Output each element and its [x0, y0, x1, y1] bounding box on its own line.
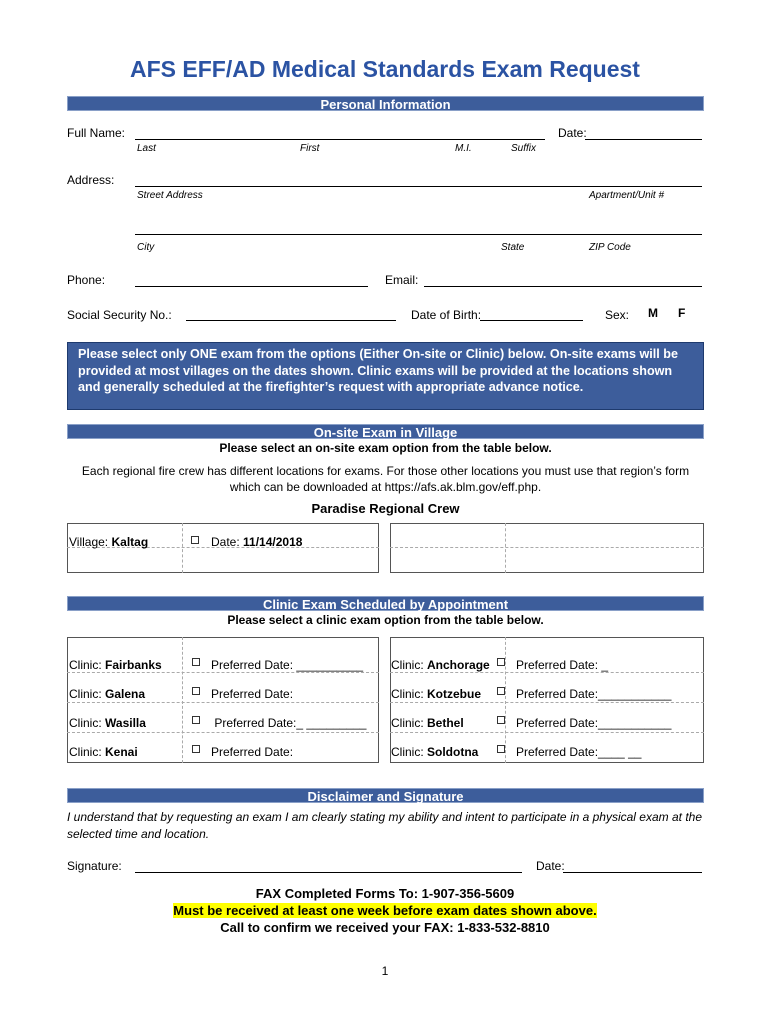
village-kaltag — [69, 535, 148, 549]
personal-info-header: Personal Information — [67, 96, 704, 111]
phone-label: Phone: — [67, 273, 106, 287]
village-date-value: 11/14/2018 — [243, 535, 303, 549]
clinic-soldotna — [391, 745, 478, 759]
apartment-caption: Apartment/Unit # — [589, 190, 665, 201]
row-divider — [390, 547, 704, 548]
preferred-date-field[interactable]: Preferred Date: — [211, 745, 294, 759]
onsite-table-right — [390, 523, 704, 573]
clinic-label: Clinic: — [391, 716, 424, 730]
clinic-name: Kenai — [105, 745, 138, 759]
clinic-exam-header: Clinic Exam Scheduled by Appointment — [67, 596, 704, 611]
name-part-suffix: Suffix — [511, 143, 537, 154]
row-divider — [390, 672, 704, 673]
clinic-name: Soldotna — [427, 745, 479, 759]
preferred-date-field[interactable]: Preferred Date:___________ — [516, 687, 672, 701]
crew-title: Paradise Regional Crew — [311, 501, 460, 516]
village-date-label: Date: — [211, 535, 240, 549]
name-part-first: First — [300, 143, 320, 154]
sex-label: Sex: — [605, 308, 630, 322]
clinic-wasilla-checkbox[interactable] — [192, 716, 200, 724]
clinic-name: Wasilla — [105, 716, 146, 730]
signature-date-field[interactable] — [563, 872, 702, 873]
clinic-exam-subheader: Please select a clinic exam option from the table below. — [227, 613, 544, 627]
clinic-bethel-checkbox[interactable] — [497, 716, 505, 724]
sex-option-m[interactable]: M — [648, 306, 658, 320]
onsite-exam-info: Each regional fire crew has different locations for exams. For those other locations you must use that region’s form which can be downloaded at https://afs.ak.blm.gov/eff.php. — [81, 464, 690, 494]
sex-option-f[interactable]: F — [678, 306, 686, 320]
village-label: Village: — [69, 535, 109, 549]
clinic-kotzebue — [391, 687, 481, 701]
clinic-name: Anchorage — [427, 658, 490, 672]
column-divider — [182, 637, 183, 763]
clinic-label: Clinic: — [69, 745, 102, 759]
email-label: Email: — [385, 273, 419, 287]
clinic-name: Kotzebue — [427, 687, 482, 701]
clinic-kenai — [69, 745, 138, 759]
form-title: AFS EFF/AD Medical Standards Exam Request — [130, 56, 640, 82]
row-divider — [390, 702, 704, 703]
date-label: Date: — [558, 126, 587, 140]
row-divider — [67, 702, 379, 703]
deadline-notice: Must be received at least one week before exam dates shown above. — [173, 903, 597, 918]
village-date — [211, 535, 302, 549]
clinic-name: Fairbanks — [105, 658, 162, 672]
disclaimer-header: Disclaimer and Signature — [67, 788, 704, 803]
clinic-label: Clinic: — [69, 687, 102, 701]
city-state-zip-field[interactable] — [135, 234, 702, 235]
row-divider — [67, 732, 379, 733]
clinic-name: Galena — [105, 687, 146, 701]
clinic-label: Clinic: — [391, 687, 424, 701]
street-address-caption: Street Address — [137, 190, 203, 201]
clinic-galena-checkbox[interactable] — [192, 687, 200, 695]
date-field[interactable] — [585, 139, 702, 140]
city-caption: City — [137, 242, 155, 253]
clinic-fairbanks-checkbox[interactable] — [192, 658, 200, 666]
signature-label: Signature: — [67, 859, 122, 873]
clinic-wasilla — [69, 716, 146, 730]
clinic-kotzebue-checkbox[interactable] — [497, 687, 505, 695]
clinic-galena — [69, 687, 145, 701]
dob-field[interactable] — [480, 320, 583, 321]
clinic-anchorage-checkbox[interactable] — [497, 658, 505, 666]
preferred-date-field[interactable]: Preferred Date:___________ — [516, 716, 672, 730]
name-part-last: Last — [137, 143, 156, 154]
clinic-kenai-checkbox[interactable] — [192, 745, 200, 753]
signature-date-label: Date: — [536, 859, 565, 873]
village-kaltag-checkbox[interactable] — [191, 536, 199, 544]
clinic-label: Clinic: — [391, 745, 424, 759]
clinic-label: Clinic: — [69, 658, 102, 672]
phone-field[interactable] — [135, 286, 368, 287]
confirm-phone: Call to confirm we received your FAX: 1-833-532-8810 — [220, 920, 550, 935]
clinic-anchorage — [391, 658, 490, 672]
dob-label: Date of Birth: — [411, 308, 482, 322]
full-name-label: Full Name: — [67, 126, 126, 140]
email-field[interactable] — [424, 286, 702, 287]
column-divider — [182, 523, 183, 573]
column-divider — [505, 637, 506, 763]
clinic-name: Bethel — [427, 716, 464, 730]
deadline-notice-row — [0, 903, 770, 918]
disclaimer-text: I understand that by requesting an exam I am clearly stating my ability and intent to participate in a physical exam at the selected time and location. — [67, 810, 703, 841]
page-number: 1 — [381, 964, 389, 978]
village-value: Kaltag — [111, 535, 149, 549]
row-divider — [390, 732, 704, 733]
address-label: Address: — [67, 173, 115, 187]
column-divider — [505, 523, 506, 573]
row-divider — [67, 672, 379, 673]
signature-field[interactable] — [135, 872, 522, 873]
clinic-label: Clinic: — [391, 658, 424, 672]
clinic-soldotna-checkbox[interactable] — [497, 745, 505, 753]
preferred-date-field[interactable]: Preferred Date:_ _________ — [211, 716, 367, 730]
onsite-exam-header: On-site Exam in Village — [67, 424, 704, 439]
clinic-label: Clinic: — [69, 716, 102, 730]
preferred-date-field[interactable]: Preferred Date: __________ — [211, 658, 364, 672]
preferred-date-field[interactable]: Preferred Date: _ — [516, 658, 609, 672]
state-caption: State — [501, 242, 525, 253]
exam-selection-notice: Please select only ONE exam from the options (Either On-site or Clinic) below. On-site exams will be provided at most villages on the dates shown. Clinic exams will be provided at the locations shown and generally scheduled at the firefighter’s request with appropriate advance notice. — [67, 342, 704, 410]
onsite-exam-subheader: Please select an on-site exam option from the table below. — [219, 441, 552, 455]
full-name-field[interactable] — [135, 139, 545, 140]
preferred-date-field[interactable]: Preferred Date: — [211, 687, 294, 701]
street-address-field[interactable] — [135, 186, 702, 187]
clinic-bethel — [391, 716, 464, 730]
preferred-date-field[interactable]: Preferred Date:____ __ — [516, 745, 642, 759]
name-part-mi: M.I. — [455, 143, 472, 154]
ssn-field[interactable] — [186, 320, 396, 321]
ssn-label: Social Security No.: — [67, 308, 172, 322]
fax-number: FAX Completed Forms To: 1-907-356-5609 — [255, 886, 515, 901]
clinic-fairbanks — [69, 658, 162, 672]
zip-caption: ZIP Code — [589, 242, 631, 253]
